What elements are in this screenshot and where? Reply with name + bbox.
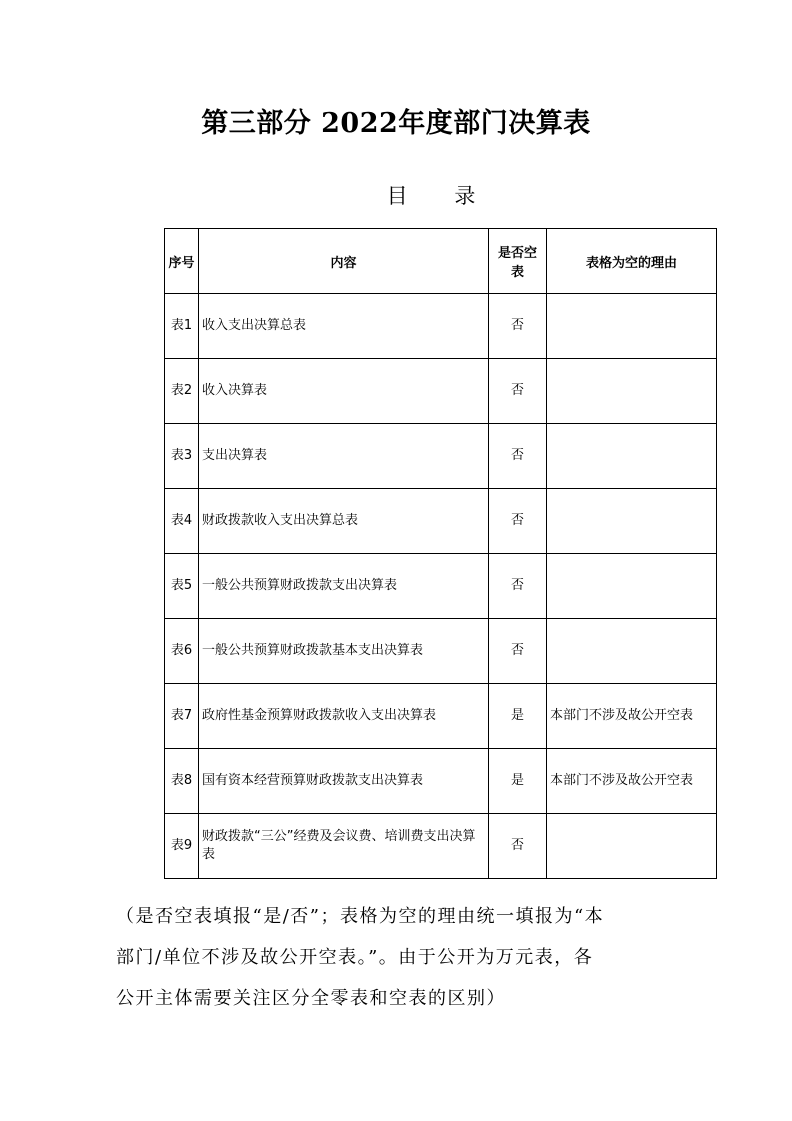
row-content: 收入支出决算总表: [199, 294, 489, 359]
footnote-line: （是否空表填报“是/否”；表格为空的理由统一填报为“本: [116, 906, 605, 927]
row-is-empty: 是: [489, 684, 547, 749]
row-reason: [547, 554, 717, 619]
page-title: 第三部分 2022年度部门决算表: [201, 108, 591, 139]
row-is-empty: 否: [489, 359, 547, 424]
header-no: 序号: [165, 229, 199, 294]
row-reason: 本部门不涉及故公开空表: [547, 749, 717, 814]
row-no: 表7: [165, 684, 199, 749]
row-is-empty: 否: [489, 619, 547, 684]
row-content: 一般公共预算财政拨款基本支出决算表: [199, 619, 489, 684]
toc-heading: 目 录: [386, 184, 496, 208]
row-reason: 本部门不涉及故公开空表: [547, 684, 717, 749]
row-reason: [547, 359, 717, 424]
row-reason: [547, 619, 717, 684]
row-no: 表9: [165, 814, 199, 879]
table-row: [165, 489, 717, 554]
row-no: 表6: [165, 619, 199, 684]
row-content: 财政拨款“三公”经费及会议费、培训费支出决算表: [199, 814, 489, 879]
row-no: 表8: [165, 749, 199, 814]
row-content: 收入决算表: [199, 359, 489, 424]
table-row: [165, 684, 717, 749]
header-content: 内容: [199, 229, 489, 294]
table-row: [165, 554, 717, 619]
row-is-empty: 否: [489, 814, 547, 879]
row-is-empty: 否: [489, 294, 547, 359]
table-row: [165, 359, 717, 424]
row-content: 政府性基金预算财政拨款收入支出决算表: [199, 684, 489, 749]
header-reason: 表格为空的理由: [547, 229, 717, 294]
table-row: [165, 814, 717, 879]
table-row: [165, 424, 717, 489]
row-no: 表3: [165, 424, 199, 489]
table-row: [165, 749, 717, 814]
header-is-empty: 是否空表: [489, 229, 547, 294]
footnote: [116, 896, 676, 1019]
row-reason: [547, 814, 717, 879]
footnote-line: 部门/单位不涉及故公开空表。”。由于公开为万元表，各: [116, 947, 594, 968]
row-is-empty: 是: [489, 749, 547, 814]
row-content: 财政拨款收入支出决算总表: [199, 489, 489, 554]
table-row: [165, 294, 717, 359]
row-no: 表5: [165, 554, 199, 619]
row-no: 表1: [165, 294, 199, 359]
row-is-empty: 否: [489, 489, 547, 554]
row-is-empty: 否: [489, 424, 547, 489]
row-content: 国有资本经营预算财政拨款支出决算表: [199, 749, 489, 814]
row-no: 表4: [165, 489, 199, 554]
row-content: 支出决算表: [199, 424, 489, 489]
row-is-empty: 否: [489, 554, 547, 619]
row-no: 表2: [165, 359, 199, 424]
toc-table: [164, 228, 717, 879]
row-content: 一般公共预算财政拨款支出决算表: [199, 554, 489, 619]
row-reason: [547, 424, 717, 489]
row-reason: [547, 489, 717, 554]
footnote-line: 公开主体需要关注区分全零表和空表的区别）: [116, 988, 506, 1009]
table-header-row: [165, 229, 717, 294]
table-row: [165, 619, 717, 684]
row-reason: [547, 294, 717, 359]
